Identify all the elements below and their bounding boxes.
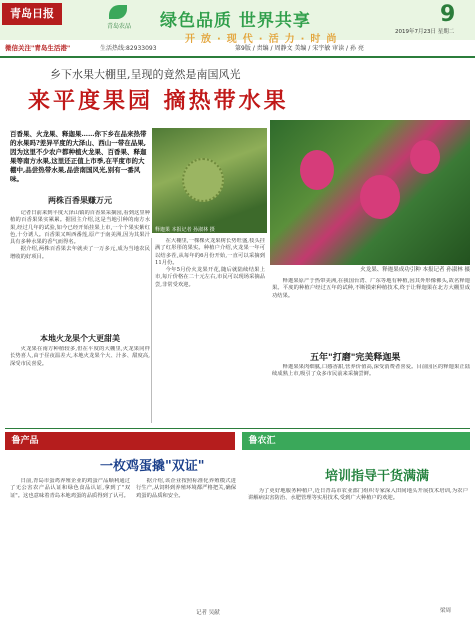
section-heading: 两株百香果赚万元 — [48, 196, 112, 205]
leaf-icon — [109, 5, 127, 19]
section-subheading: 本地火龙果个大更甜美 — [40, 334, 120, 343]
bottom-left-column — [10, 478, 130, 616]
left-column — [10, 210, 150, 330]
paragraph: 为了更好地服务种植户,近日青岛市农业部门组织专家深入田间地头开展技术培训,为农户讲解病虫害防治、水肥管理等实用技术,受到广大种植户的欢迎。 — [248, 488, 468, 502]
byline: 记者 吴献 — [196, 610, 220, 616]
hotline-label: 生活热线:82933093 — [100, 45, 157, 52]
paragraph: 今年5月份火龙果开花,随后就陆续结果上市,每斤价格在二十元左右,市民可以现场采摘品尝,非常受欢迎。 — [155, 267, 265, 288]
paragraph: 据介绍,该企业按照标准化养殖模式进行生产,从饲料到养殖环境都严格把关,确保鸡蛋的品质和安全。 — [136, 478, 236, 499]
newspaper-logo: 青岛日报 — [2, 3, 62, 25]
section-divider — [5, 428, 470, 429]
paragraph: 据介绍,两株百香果去年就卖了一万多元,成为当地农民增收的好项目。 — [10, 246, 150, 260]
masthead — [0, 0, 475, 60]
bottom-right-title: 培训指导干货满满 — [325, 469, 430, 484]
sugar-apple-photo — [152, 128, 267, 233]
section-bar — [242, 432, 470, 450]
bottom-right-column — [248, 488, 468, 603]
page-headline: 绿色品质 世界共享 — [160, 11, 311, 31]
dragon-fruit-photo — [270, 120, 470, 265]
paragraph: 日前,青岛市蛋鸡养殖企业的鸡蛋产品顺利通过了无公害农产品认证和绿色食品认证,拿到了"双证"。这也意味着青岛本地鸡蛋的品质得到了认可。 — [10, 478, 130, 499]
dateline: 2019年7月23日 星期二 — [395, 29, 455, 35]
editor-line: 第9版 / 责编 / 周静文 美编 / 宋宇敏 审读 / 孙 亮 — [235, 45, 364, 52]
paragraph: 火龙果在南方种植较多,但在平度的大棚里,火龙果同样长势喜人,由于昼夜温差大,本地火龙果个大、汁多、甜度高,深受市民喜爱。 — [10, 346, 150, 367]
section-heading: 五年"打磨"完美释迦果 — [310, 353, 401, 363]
bottom-left-title: 一枚鸡蛋撬"双证" — [100, 459, 205, 474]
sugar-apple-caption: 释迦果 本报记者 孙淑林 摄 — [155, 227, 215, 233]
section-tag: 鲁产品 — [11, 436, 39, 446]
story-kicker: 乡下水果大棚里,呈现的竟然是南国风光 — [50, 68, 241, 81]
column-divider — [151, 238, 152, 423]
left-column-2 — [10, 346, 150, 424]
dragon-fruit — [360, 175, 400, 219]
dragon-fruit-caption: 火龙果、释迦果成功引种 本报记者 孙淑林 摄 — [360, 267, 470, 273]
page-motto: 开放·现代·活力·时尚 — [185, 34, 343, 45]
paragraph: 记者日前来到平度大泽山镇的百香果采摘园,看到这里种植的百香果果实累累。据园主介绍,这是当地引种的南方水果,经过几年的试验,如今已经开始挂果上市,一个个果实紫红色,十分诱人。百香果又叫西番莲,原产于南美洲,因为其果汁具有多种水果的香气而得名。 — [10, 210, 150, 246]
story-lead: 百香果、火龙果、释迦果……你下乡在品来热带的水果吗?差异平度的大泽山、西山一带在品果,因为这里不少农户都种植火龙果、百香果、释迦果等南方水果,这里还正值上市季,在平度市的大棚中,品尝热带水果,品尝南国风光,别有一番风味。 — [10, 130, 147, 183]
section-bar — [5, 432, 235, 450]
middle-column — [155, 238, 265, 423]
dragon-fruit — [410, 140, 440, 174]
editor-bar — [0, 40, 475, 58]
brand-name: 青岛农品 — [106, 23, 131, 30]
page-number: 9 — [440, 2, 456, 27]
right-column — [272, 278, 470, 346]
section-tag: 鲁农汇 — [248, 436, 276, 446]
wechat-label: 微信关注"青岛生活港" — [5, 44, 71, 52]
story-title: 来平度果园 摘热带水果 — [28, 89, 289, 114]
paragraph: 在大棚里,一棵棵火龙果树长势旺盛,枝头挂满了红彤彤的果实。种植户介绍,火龙果一年可以结多茬,从每年的6月份开始,一直可以采摘到11月份。 — [155, 238, 265, 266]
sugar-apple-fruit — [182, 158, 224, 202]
brand-logo — [97, 5, 141, 33]
bottom-left-column-2 — [136, 478, 236, 608]
byline: 梁周 — [440, 608, 452, 614]
dragon-fruit — [300, 150, 334, 190]
right-column-2 — [272, 364, 470, 422]
paragraph: 释迦果果肉细腻,口感香甜,营养价值高,深受消费者喜爱。目前园区的释迦果正陆续成熟上市,吸引了众多市民前来采摘尝鲜。 — [272, 364, 470, 378]
paragraph: 释迦果原产于热带美洲,在我国台湾、广东等地有种植,因其外形像佛头,故名释迦果。平度的种植户经过五年的试种,不断摸索种植技术,终于让释迦果在北方大棚里成功结果。 — [272, 278, 470, 299]
